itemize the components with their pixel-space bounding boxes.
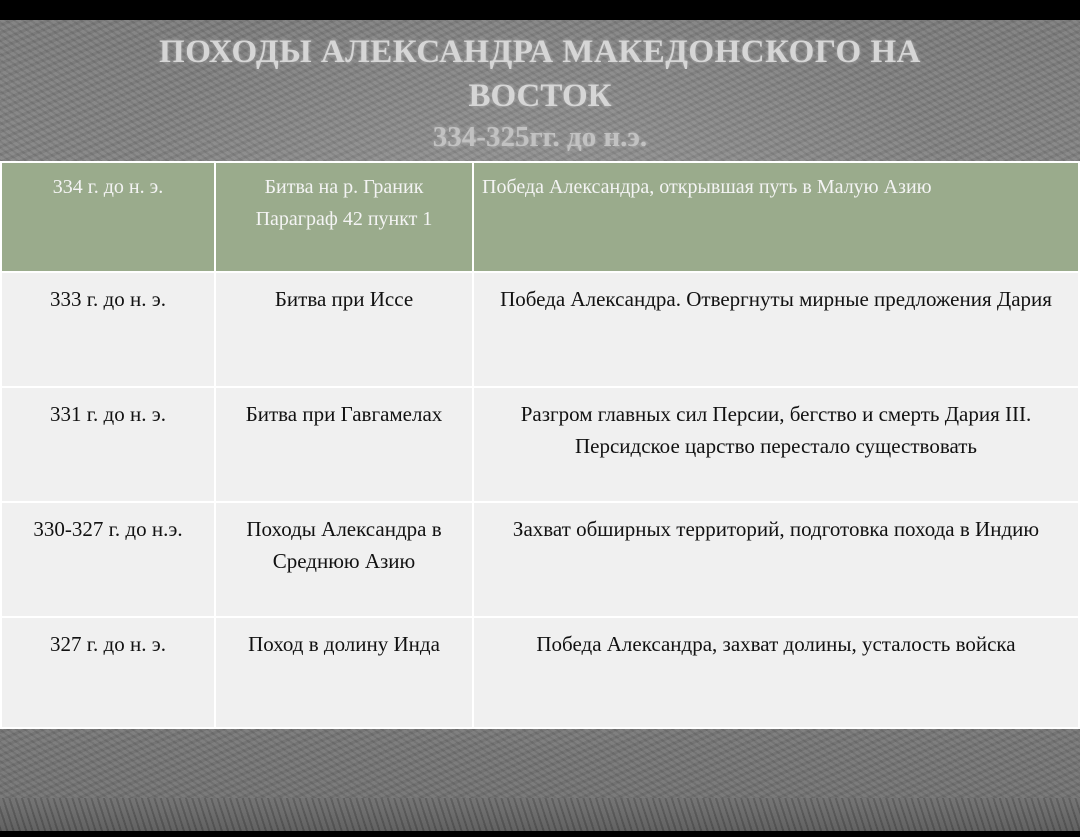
title-line-2: ВОСТОК (468, 78, 612, 114)
year-cell: 327 г. до н. э. (1, 617, 215, 728)
year-cell: 331 г. до н. э. (1, 387, 215, 502)
table-row (1, 162, 1079, 272)
table-row (1, 617, 1079, 728)
event-cell: Битва при Иссе (215, 272, 473, 387)
table-row (1, 387, 1079, 502)
year-cell: 334 г. до н. э. (1, 162, 215, 272)
result-cell: Победа Александра, открывшая путь в Малую Азию (473, 162, 1079, 272)
table-row (1, 272, 1079, 387)
year-cell: 330-327 г. до н.э. (1, 502, 215, 617)
title-dates: 334-325гг. до н.э. (432, 121, 648, 153)
event-cell: Походы Александра в Среднюю Азию (215, 502, 473, 617)
result-cell: Победа Александра. Отвергнуты мирные предложения Дария (473, 272, 1079, 387)
slide (0, 20, 1080, 831)
event-cell: Битва при Гавгамелах (215, 387, 473, 502)
events-table (0, 161, 1080, 729)
title-line-1: ПОХОДЫ АЛЕКСАНДРА МАКЕДОНСКОГО НА (159, 34, 921, 70)
bottom-texture-band (0, 798, 1080, 831)
result-cell: Разгром главных сил Персии, бегство и смерть Дария III. Персидское царство перестало существовать (473, 387, 1079, 502)
year-cell: 333 г. до н. э. (1, 272, 215, 387)
result-cell: Победа Александра, захват долины, усталость войска (473, 617, 1079, 728)
table-row (1, 502, 1079, 617)
event-cell: Поход в долину Инда (215, 617, 473, 728)
slide-title (0, 20, 1080, 162)
event-cell: Битва на р. Граник Параграф 42 пункт 1 (215, 162, 473, 272)
result-cell: Захват обширных территорий, подготовка похода в Индию (473, 502, 1079, 617)
